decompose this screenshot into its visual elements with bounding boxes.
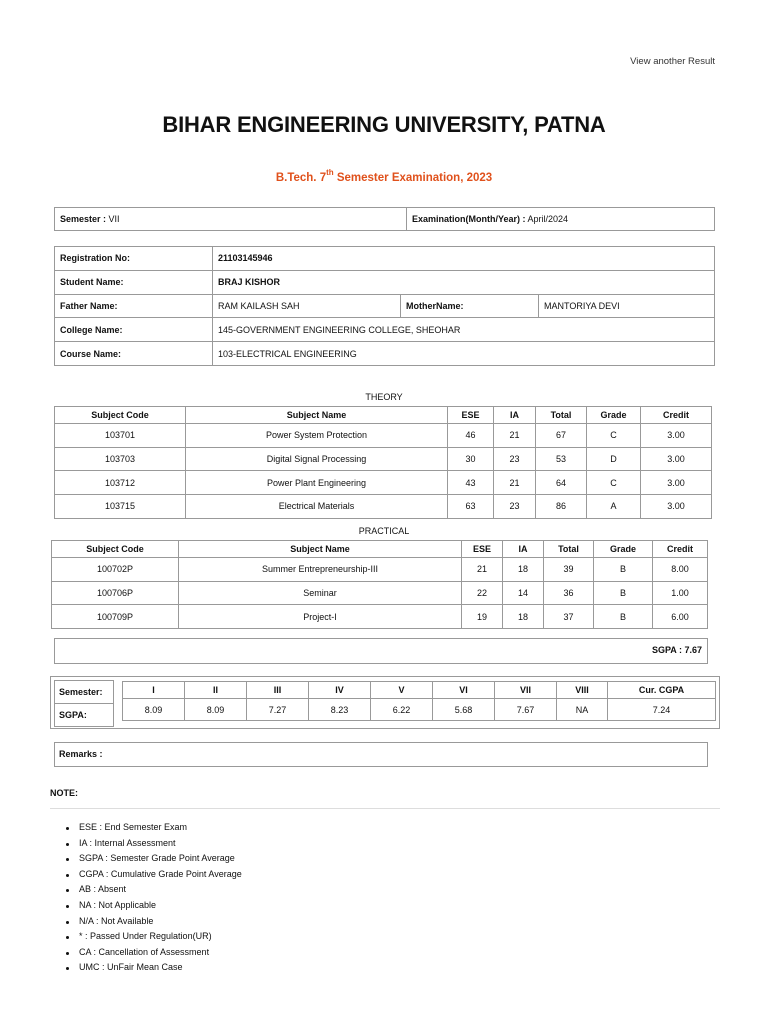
theory-cell: Power Plant Engineering xyxy=(186,471,448,495)
semester-cell xyxy=(55,208,407,231)
note-item: AB : Absent xyxy=(66,884,242,900)
grade-values-row xyxy=(123,699,716,721)
student-name-value: BRAJ KISHOR xyxy=(213,270,715,294)
grade-value-cell: 8.09 xyxy=(123,699,185,721)
theory-row xyxy=(55,495,712,519)
theory-cell: 103701 xyxy=(55,424,186,448)
note-item: CGPA : Cumulative Grade Point Average xyxy=(66,869,242,885)
theory-header-cell: Grade xyxy=(587,407,641,424)
note-title: NOTE: xyxy=(50,788,78,798)
note-item: UMC : UnFair Mean Case xyxy=(66,962,242,978)
grade-summary-labels xyxy=(54,680,114,727)
grade-header-cell: III xyxy=(247,682,309,699)
examination-cell xyxy=(407,208,715,231)
exam-title xyxy=(0,169,768,184)
theory-cell: 103712 xyxy=(55,471,186,495)
theory-cell: 103715 xyxy=(55,495,186,519)
grade-sgpa-label: SGPA: xyxy=(55,704,114,727)
semester-info-table xyxy=(54,207,715,231)
student-details-table xyxy=(54,246,715,366)
father-name-value: RAM KAILASH SAH xyxy=(213,294,401,318)
exam-title-sup: th xyxy=(326,168,334,177)
note-divider xyxy=(50,808,720,809)
theory-header-cell: IA xyxy=(494,407,536,424)
note-list xyxy=(66,822,242,978)
practical-cell: 100702P xyxy=(52,558,179,582)
grade-value-cell: 7.24 xyxy=(608,699,716,721)
practical-header-cell: IA xyxy=(503,541,544,558)
practical-row xyxy=(52,558,708,582)
grade-header-cell: Cur. CGPA xyxy=(608,682,716,699)
practical-cell: 36 xyxy=(544,581,594,605)
practical-cell: 19 xyxy=(462,605,503,629)
note-item: N/A : Not Available xyxy=(66,916,242,932)
note-item: IA : Internal Assessment xyxy=(66,838,242,854)
practical-cell: 18 xyxy=(503,605,544,629)
practical-header-cell: Subject Name xyxy=(179,541,462,558)
theory-row xyxy=(55,424,712,448)
theory-cell: C xyxy=(587,471,641,495)
registration-value: 21103145946 xyxy=(213,247,715,271)
theory-cell: 63 xyxy=(448,495,494,519)
note-item: NA : Not Applicable xyxy=(66,900,242,916)
semester-label: Semester : xyxy=(60,214,107,224)
grade-value-cell: 8.23 xyxy=(309,699,371,721)
grade-header-cell: II xyxy=(185,682,247,699)
theory-cell: 86 xyxy=(536,495,587,519)
theory-cell: 21 xyxy=(494,424,536,448)
practical-header-cell: Total xyxy=(544,541,594,558)
theory-header-cell: Total xyxy=(536,407,587,424)
practical-cell: 6.00 xyxy=(653,605,708,629)
grade-summary xyxy=(50,676,720,729)
remarks-label: Remarks : xyxy=(59,749,103,759)
grade-header-cell: VIII xyxy=(557,682,608,699)
grade-value-cell: NA xyxy=(557,699,608,721)
practical-cell: 37 xyxy=(544,605,594,629)
view-another-result-link[interactable]: View another Result xyxy=(630,56,715,67)
note-item: ESE : End Semester Exam xyxy=(66,822,242,838)
note-item: SGPA : Semester Grade Point Average xyxy=(66,853,242,869)
theory-cell: 67 xyxy=(536,424,587,448)
practical-cell: 100706P xyxy=(52,581,179,605)
grade-summary-table xyxy=(122,681,716,721)
examination-value: April/2024 xyxy=(525,214,569,224)
practical-header-cell: ESE xyxy=(462,541,503,558)
grade-header-cell: VII xyxy=(495,682,557,699)
theory-header-row xyxy=(55,407,712,424)
practical-cell: 1.00 xyxy=(653,581,708,605)
practical-header-cell: Subject Code xyxy=(52,541,179,558)
theory-cell: Power System Protection xyxy=(186,424,448,448)
practical-cell: 22 xyxy=(462,581,503,605)
registration-label: Registration No: xyxy=(55,247,213,271)
practical-cell: 18 xyxy=(503,558,544,582)
college-name-value: 145-GOVERNMENT ENGINEERING COLLEGE, SHEOHAR xyxy=(213,318,715,342)
theory-cell: 3.00 xyxy=(641,495,712,519)
theory-cell: Digital Signal Processing xyxy=(186,447,448,471)
theory-cell: 21 xyxy=(494,471,536,495)
theory-label: THEORY xyxy=(365,392,403,402)
theory-cell: Electrical Materials xyxy=(186,495,448,519)
theory-row xyxy=(55,447,712,471)
sgpa-box xyxy=(54,638,708,664)
grade-value-cell: 6.22 xyxy=(371,699,433,721)
student-name-label: Student Name: xyxy=(55,270,213,294)
grade-header-cell: VI xyxy=(433,682,495,699)
practical-cell: Seminar xyxy=(179,581,462,605)
note-item: CA : Cancellation of Assessment xyxy=(66,947,242,963)
grade-header-cell: IV xyxy=(309,682,371,699)
theory-cell: 3.00 xyxy=(641,447,712,471)
university-title: BIHAR ENGINEERING UNIVERSITY, PATNA xyxy=(162,112,606,137)
exam-title-suffix: Semester Examination, 2023 xyxy=(333,171,493,184)
theory-cell: 64 xyxy=(536,471,587,495)
practical-row xyxy=(52,581,708,605)
theory-cell: 103703 xyxy=(55,447,186,471)
exam-title-prefix: B.Tech. 7 xyxy=(275,171,327,184)
practical-cell: 8.00 xyxy=(653,558,708,582)
theory-cell: D xyxy=(587,447,641,471)
grade-value-cell: 8.09 xyxy=(185,699,247,721)
practical-cell: B xyxy=(594,558,653,582)
grade-semester-label: Semester: xyxy=(55,681,114,704)
grade-value-cell: 7.67 xyxy=(495,699,557,721)
theory-header-cell: Credit xyxy=(641,407,712,424)
practical-row xyxy=(52,605,708,629)
theory-cell: C xyxy=(587,424,641,448)
practical-header-cell: Grade xyxy=(594,541,653,558)
theory-table xyxy=(54,406,712,519)
theory-header-cell: Subject Code xyxy=(55,407,186,424)
theory-cell: 23 xyxy=(494,495,536,519)
college-name-label: College Name: xyxy=(55,318,213,342)
practical-cell: Summer Entrepreneurship-III xyxy=(179,558,462,582)
grade-value-cell: 7.27 xyxy=(247,699,309,721)
note-item: * : Passed Under Regulation(UR) xyxy=(66,931,242,947)
grade-header-row xyxy=(123,682,716,699)
theory-row xyxy=(55,471,712,495)
theory-header-cell: ESE xyxy=(448,407,494,424)
remarks-box xyxy=(54,742,708,767)
theory-header-cell: Subject Name xyxy=(186,407,448,424)
practical-cell: B xyxy=(594,581,653,605)
practical-cell: 39 xyxy=(544,558,594,582)
grade-value-cell: 5.68 xyxy=(433,699,495,721)
father-name-label: Father Name: xyxy=(55,294,213,318)
theory-cell: 46 xyxy=(448,424,494,448)
theory-cell: 3.00 xyxy=(641,471,712,495)
mother-name-value: MANTORIYA DEVI xyxy=(539,294,715,318)
grade-header-cell: V xyxy=(371,682,433,699)
theory-cell: 43 xyxy=(448,471,494,495)
course-name-label: Course Name: xyxy=(55,342,213,366)
mother-name-label: MotherName: xyxy=(401,294,539,318)
practical-cell: 21 xyxy=(462,558,503,582)
examination-label: Examination(Month/Year) : xyxy=(412,214,526,224)
theory-cell: 3.00 xyxy=(641,424,712,448)
semester-value: VII xyxy=(106,214,120,224)
theory-cell: A xyxy=(587,495,641,519)
practical-table xyxy=(51,540,708,629)
practical-cell: 100709P xyxy=(52,605,179,629)
practical-cell: B xyxy=(594,605,653,629)
theory-cell: 30 xyxy=(448,447,494,471)
grade-header-cell: I xyxy=(123,682,185,699)
practical-cell: 14 xyxy=(503,581,544,605)
theory-cell: 23 xyxy=(494,447,536,471)
course-name-value: 103-ELECTRICAL ENGINEERING xyxy=(213,342,715,366)
practical-header-cell: Credit xyxy=(653,541,708,558)
practical-cell: Project-I xyxy=(179,605,462,629)
practical-label: PRACTICAL xyxy=(358,526,410,536)
practical-header-row xyxy=(52,541,708,558)
theory-cell: 53 xyxy=(536,447,587,471)
sgpa-value: SGPA : 7.67 xyxy=(651,645,702,655)
